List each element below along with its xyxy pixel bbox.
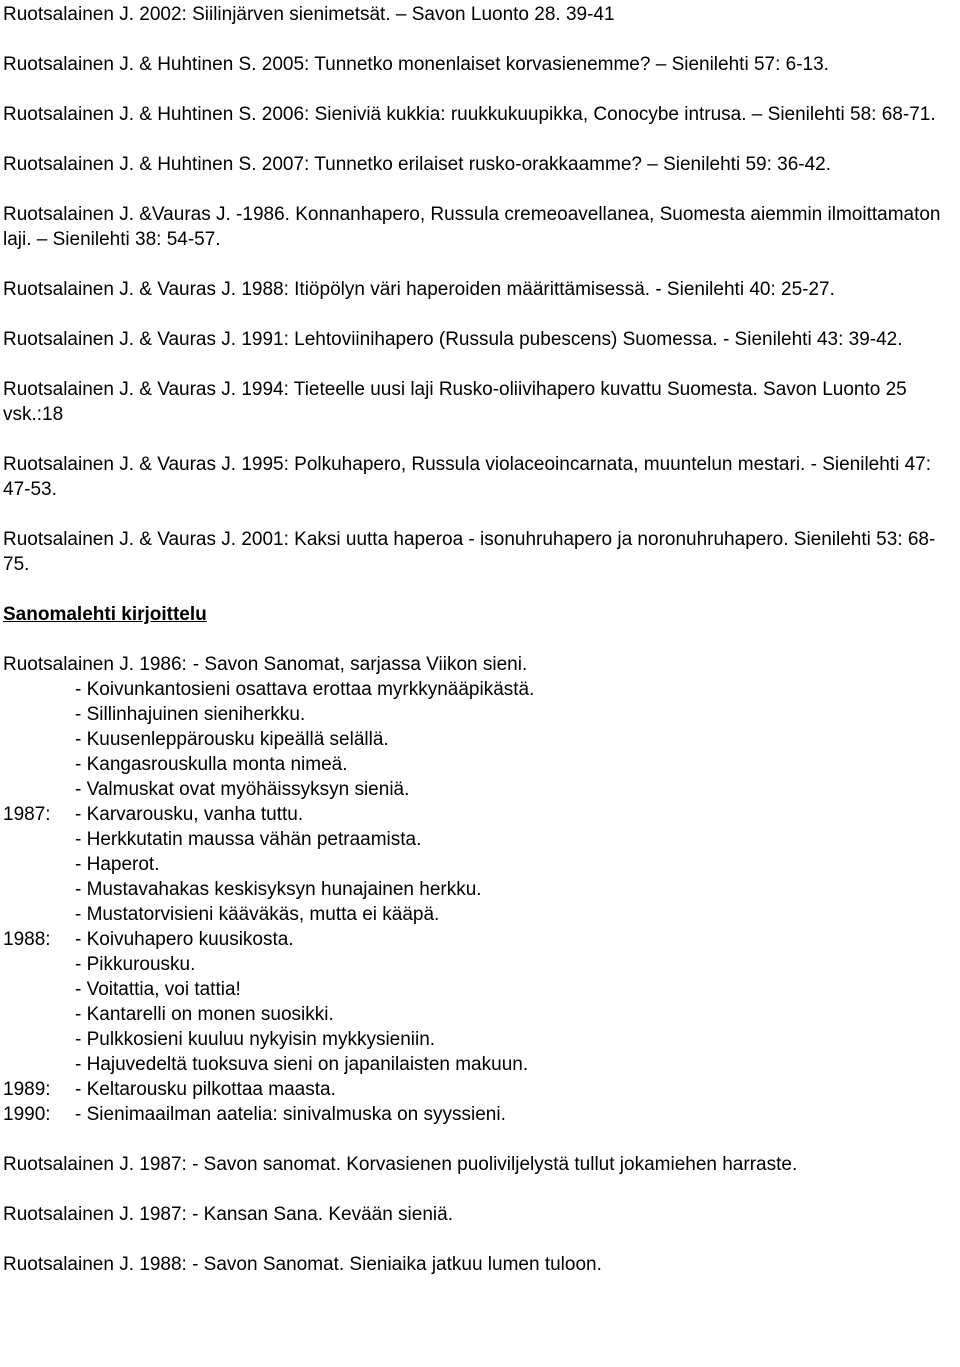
series-title: - Koivunkantosieni osattava erottaa myrkkynääpikästä. [75,679,535,700]
list-item [3,977,955,1002]
reference-entry: Ruotsalainen J. & Vauras J. 1991: Lehtoviinihapero (Russula pubescens) Suomessa. - Sienilehti 43: 39-42. [3,329,903,350]
list-item [3,677,955,702]
series-title: - Sienimaailman aatelia: sinivalmuska on syyssieni. [75,1104,506,1125]
list-item [3,1027,955,1052]
series-year [3,752,75,777]
series-title: - Haperot. [75,854,160,875]
list-item [3,927,955,952]
series-year [3,877,75,902]
list-item [3,1077,955,1102]
series-title: - Pulkkosieni kuuluu nykyisin mykkysieniin. [75,1029,436,1050]
series-title: - Koivuhapero kuusikosta. [75,929,294,950]
series-year [3,727,75,752]
series-title: - Mustavahakas keskisyksyn hunajainen herkku. [75,879,482,900]
list-item [3,827,955,852]
series-year: 1988: [3,929,51,950]
list-item [3,777,955,802]
newspaper-series-list [3,652,955,1127]
series-year [3,1027,75,1052]
reference-entry: Ruotsalainen J. & Huhtinen S. 2005: Tunnetko monenlaiset korvasienemme? – Sienilehti 57: 6-13. [3,54,829,75]
series-year: 1990: [3,1104,51,1125]
list-item [3,802,955,827]
section-heading: Sanomalehti kirjoittelu [3,604,207,625]
reference-entry: Ruotsalainen J. & Vauras J. 2001: Kaksi uutta haperoa - isonuhruhapero ja noronuhruhapero. Sienilehti 53: 68-75. [3,529,936,575]
series-year [3,1002,75,1027]
list-item [3,877,955,902]
series-title: - Pikkurousku. [75,954,196,975]
series-title: - Hajuvedeltä tuoksuva sieni on japanilaisten makuun. [75,1054,529,1075]
series-title: - Kuusenleppärousku kipeällä selällä. [75,729,389,750]
series-title: - Voitattia, voi tattia! [75,979,241,1000]
series-year [3,677,75,702]
reference-entry: Ruotsalainen J. & Vauras J. 1994: Tieteelle uusi laji Rusko-oliivihapero kuvattu Suomesta. Savon Luonto 25 vsk.:18 [3,379,907,425]
series-year [3,977,75,1002]
reference-entry: Ruotsalainen J. 2002: Siilinjärven sienimetsät. – Savon Luonto 28. 39-41 [3,4,615,25]
series-year [3,852,75,877]
reference-entry: Ruotsalainen J. & Huhtinen S. 2007: Tunnetko erilaiset rusko-orakkaamme? – Sienilehti 59: 36-42. [3,154,832,175]
series-year [3,777,75,802]
series-year [3,952,75,977]
list-item [3,752,955,777]
series-year [3,702,75,727]
reference-entry: Ruotsalainen J. & Vauras J. 1988: Itiöpölyn väri haperoiden määrittämisessä. - Sienilehti 40: 25-27. [3,279,835,300]
newspaper-entry: Ruotsalainen J. 1988: - Savon Sanomat. Sieniaika jatkuu lumen tuloon. [3,1254,602,1275]
series-year: 1989: [3,1079,51,1100]
series-year [3,902,75,927]
series-title: - Kangasrouskulla monta nimeä. [75,754,348,775]
series-title: - Savon Sanomat, sarjassa Viikon sieni. [192,654,528,675]
series-title: - Kantarelli on monen suosikki. [75,1004,334,1025]
reference-entry: Ruotsalainen J. & Vauras J. 1995: Polkuhapero, Russula violaceoincarnata, muuntelun mestari. - Sienilehti 47: 47-53. [3,454,932,500]
series-title: - Herkkutatin maussa vähän petraamista. [75,829,422,850]
reference-entry: Ruotsalainen J. &Vauras J. -1986. Konnanhapero, Russula cremeoavellanea, Suomesta aiemmin ilmoittamaton laji. – Sienilehti 38: 54-57. [3,204,941,250]
reference-entry: Ruotsalainen J. & Huhtinen S. 2006: Sieniviä kukkia: ruukkukuupikka, Conocybe intrusa. – Sienilehti 58: 68-71. [3,104,936,125]
list-item [3,902,955,927]
list-item [3,1102,955,1127]
newspaper-entry: Ruotsalainen J. 1987: - Kansan Sana. Kevään sieniä. [3,1204,453,1225]
list-item [3,702,955,727]
series-author-year: Ruotsalainen J. 1986: [3,654,187,675]
series-title: - Valmuskat ovat myöhäissyksyn sieniä. [75,779,410,800]
list-item [3,952,955,977]
list-item [3,652,955,677]
document-page [3,2,955,1302]
series-year: 1987: [3,804,51,825]
series-year [3,827,75,852]
series-title: - Karvarousku, vanha tuttu. [75,804,304,825]
series-title: - Sillinhajuinen sieniherkku. [75,704,306,725]
series-year [3,1052,75,1077]
series-title: - Keltarousku pilkottaa maasta. [75,1079,336,1100]
series-title: - Mustatorvisieni kääväkäs, mutta ei kääpä. [75,904,440,925]
list-item [3,852,955,877]
list-item [3,727,955,752]
list-item [3,1002,955,1027]
newspaper-entry: Ruotsalainen J. 1987: - Savon sanomat. Korvasienen puoliviljelystä tullut jokamiehen harraste. [3,1154,798,1175]
list-item [3,1052,955,1077]
